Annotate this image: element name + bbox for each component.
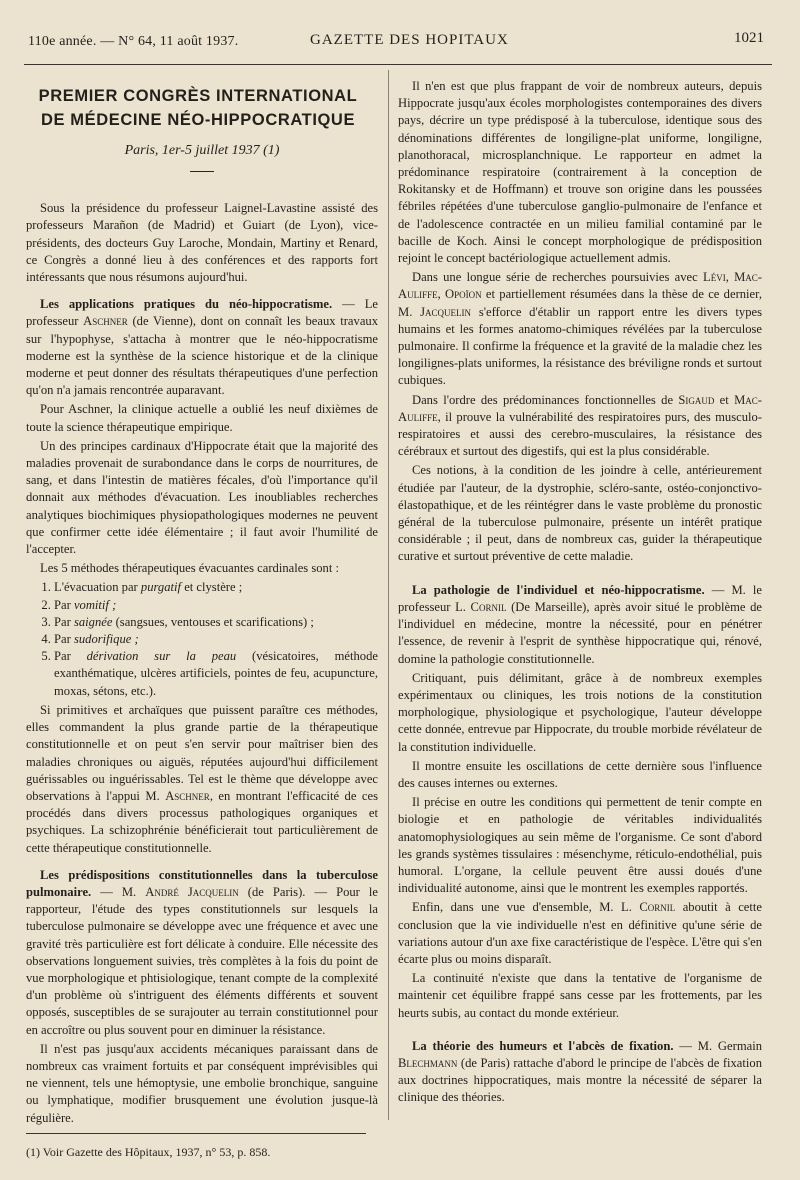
author-name: André Jacquelin [145,884,239,899]
list-item: 4. Par sudorifique ; [54,631,378,648]
page-number: 1021 [734,30,764,46]
list-item: 5. Par dérivation sur la peau (vésicatoires, méthode exanthématique, ulcères artificiels, pointes de feu, acupuncture, moxas, sétons, etc.). [54,648,378,700]
paragraph: Dans l'ordre des prédominances fonctionnelles de Sigaud et Mac-Auliffe, il prouve la vulnérabilité des respiratoires purs, des musculo-respiratoires et aussi des cerebro-musculaires, la résistance des cérébraux et surtout des digestifs, qui est la plus considérable. [398,392,762,459]
title-rule [190,171,214,172]
paragraph: Enfin, dans une vue d'ensemble, M. L. Cornil aboutit à cette conclusion que la vie individuelle n'est en définitive qu'une série de variations autour d'un axe fixe caractéristique de l'espèce. L'être qui s'en écarte plus ou moins disparaît. [398,900,762,966]
article-title [26,84,370,132]
author-name: Aschner [83,314,128,329]
journal-title: GAZETTE DES HOPITAUX [310,32,509,48]
list-item: 2. Par vomitif ; [54,597,378,614]
author-name: Aschner [165,788,210,803]
paragraph: Il précise en outre les conditions qui permettent de tenir compte en biologie et en pathologie de véritables individualités anatomophysiologiques au sein même de l'organisme. Ce sont d'abord les grands systèmes tissulaires : mésenchyme, réticulo-endothélial, puis humoral. L'organe, la cellule peuvent être aussi doués d'une individualité autonome, ainsi que le montrent les exemples rapportés. [398,795,762,896]
list-item: 3. Par saignée (sangsues, ventouses et scarifications) ; [54,614,378,631]
author-names: Lévi, Mac-Auliffe, Opoïon [398,270,762,302]
section-applications: Les applications pratiques du néo-hippocratisme. — Le professeur Aschner (de Vienne), dont on connaît les beaux travaux sur l'hypophyse, s'attacha à montrer que le néo-hippocratisme moderne est la synthèse de la science historique et de la clinique moderne et peut donner des résultats thérapeutiques d'une perfection qu'on n'a jamais rencontrée auparavant. [26,297,379,398]
list-item: 1. L'évacuation par purgatif et clystère ; [54,579,378,596]
left-column [26,78,378,1163]
paragraph: Si primitives et archaïques que puissent paraître ces méthodes, elles commandent la plus grande partie de la thérapeutique constitutionnelle et on peut s'en servir pour maîtriser bien des maladies chroniques ou aiguës, réputées aujourd'hui difficilement guérissables ou inguérissables. Tel est le thème que développe avec observations à l'appui M. Aschner, en montrant l'efficacité de ces procédés dans divers processus pathologiques organiques et psychiques. La schizophrénie bénéficierait tout particulièrement de cette thérapeutique constitutionnelle. [26,702,378,855]
author-name: Blechmann [398,1055,458,1070]
paragraph: Dans une longue série de recherches poursuivies avec Lévi, Mac-Auliffe, Opoïon et partiellement résumées dans la thèse de ce dernier, M. Jacquelin s'efforce d'établir un rapport entre les divers types humains et les formes anatomo-chimiques révélées par la tuberculose pulmonaire. Il confirme la fréquence et la gravité de la maladie chez les longilignes-plats uniformes, la résistance des bréviligne ronds et surtout cubiques. [398,270,763,388]
intro-paragraph: Sous la présidence du professeur Laignel-Lavastine assisté des professeurs Marañon (de Madrid) et Guiart (de Lyon), vice-présidents, des docteurs Guy Laroche, Mondain, Martiny et Renard, ce Congrès a donné lieu à des conférences et des rapports fort intéressants que nous résumons aujourd'hui. [26,201,378,285]
column-divider [388,70,389,1120]
paragraph: Critiquant, puis délimitant, grâce à de nombreux exemples expérimentaux ou cliniques, les trois notions de la constitution morphologique, physiologique et psychologique, l'auteur développe cette donnée, entrevue par Hippocrate, du trouble morbide révélateur de la constitution individuelle. [398,670,762,754]
article-title-line-2: DE MÉDECINE NÉO-HIPPOCRATIQUE [40,111,356,129]
article-title-line-1: PREMIER CONGRÈS INTERNATIONAL [38,87,358,105]
author-name: Sigaud [678,392,715,407]
paragraph: Ces notions, à la condition de les joindre à celle, antérieurement étudiée par l'auteur, de la dystrophie, scléro-sante, ostéo-conjonctivo-élastopathique, et de les réintégrer dans le vaste problème du pronostic général de la tuberculose pulmonaire, présente un intérêt pratique considérable ; il peut, dans de nombreux cas, guider la thérapeutique curative et surtout préventive de cette maladie. [398,463,762,564]
right-column [398,78,762,1109]
paragraph: Il montre ensuite les oscillations de cette dernière sous l'influence des causes internes ou externes. [398,758,762,790]
section-heading: La pathologie de l'individuel et néo-hippocratisme. [412,582,705,597]
author-name: L. Cornil [621,900,676,915]
header-rule [24,64,772,65]
paragraph: Un des principes cardinaux d'Hippocrate était que la majorité des maladies provenait de surabondance dans le corps de nourritures, de sang, et dans l'intestin de matières fécales, d'où l'importance qu'il donnait aux méthodes d'évacuation. Les inoubliables recherches analytiques biochimiques physiopathologiques modernes ne peuvent que confirmer cette idée élémentaire ; il faut avoir l'humilité de l'accepter. [26,438,378,557]
author-name: Jacquelin [420,304,472,319]
section-predispositions: Les prédispositions constitutionnelles dans la tuberculose pulmonaire. — M. André Jacquelin (de Paris). — Pour le rapporteur, l'étude des types constitutionnels sur lesquels la tuberculose pulmonaire se développe avec une fréquence et avec une gravité très particulière est fort délicate à conduire. Elle nécessite des observations longuement suivies, très complètes à la fois du point de vue morphologique et phtisiologique, tenant compte de la complexité d'un problème où s'intriguent des éléments différents et souvent opposés, susceptibles de se surajouter au terrain constitutionnel pour en accroître ou plus souvent pour en diminuer la résistance. [26,867,378,1037]
paragraph: Les 5 méthodes thérapeutiques évacuantes cardinales sont : [40,561,339,576]
footnote-rule [26,1133,366,1134]
issue-info: 110e année. — N° 64, 11 août 1937. [28,34,239,49]
page-header [28,22,764,62]
article-subtitle: Paris, 1er-5 juillet 1937 (1) [124,143,280,158]
paragraph: La continuité n'existe que dans la tentative de l'organisme de maintenir cet équilibre frappé sans cesse par les frottements, par les heurts subis, au contact du monde extérieur. [398,971,762,1020]
paragraph: Pour Aschner, la clinique actuelle a oublié les neuf dixièmes de toute la science thérapeutique empirique. [26,402,378,434]
paragraph: Il n'est pas jusqu'aux accidents mécaniques paraissant dans de nombreux cas vraiment fortuits et par conséquent imprévisibles qui ne viennent, tels une hémoptysie, une embolie bronchique, sanguine ou lymphatique, modifier brusquement une évolution jusque-là régulière. [26,1041,378,1125]
section-humeurs: La théorie des humeurs et l'abcès de fixation. — M. Germain Blechmann (de Paris) rattache d'abord le principe de l'abcès de fixation aux doctrines hippocratiques, mais montre la nécessité de séparer la clinique des théories. [398,1038,762,1105]
section-heading: La théorie des humeurs et l'abcès de fixation. [412,1038,674,1053]
author-name: Mac-Auliffe [398,392,762,424]
methods-list [26,579,378,699]
section-heading: Les applications pratiques du néo-hippocratisme. [40,297,333,312]
section-heading: Les prédispositions constitutionnelles dans la tuberculose pulmonaire. [26,867,378,899]
author-name: L. Cornil [455,599,507,614]
footnote: (1) Voir Gazette des Hôpitaux, 1937, n° 53, p. 858. [26,1144,271,1159]
section-pathologie: La pathologie de l'individuel et néo-hippocratisme. — M. le professeur L. Cornil (De Marseille), après avoir situé le problème de l'individuel en médecine, montre la nécessité, pour en pénétrer l'essence, de revenir à l'esprit de synthèse hippocratique qui, rénové, domine la pathologie constitutionnelle. [398,582,762,666]
paragraph: Il n'en est que plus frappant de voir de nombreux auteurs, depuis Hippocrate jusqu'aux écoles morphologistes contemporaines des divers pays, décrire un type prédisposé à la tuberculose, identique sous des dénominations différentes de longiligne-plat uniforme, longiligne, planothoracal, microsplanchnique. Le rapporteur en admet la prédominance respiratoire (contrairement à la conception de Rokitansky et de Hoffmann) et trouve son origine dans les poussées fébriles répétées d'une tuberculose ganglio-pulmonaire de l'enfance et de l'adolescence contractée en un milieu familial contaminé par le bacille de Koch. Ainsi le concept morphologique de prédisposition rejoint le concept bactériologique actuellement admis. [398,79,762,266]
